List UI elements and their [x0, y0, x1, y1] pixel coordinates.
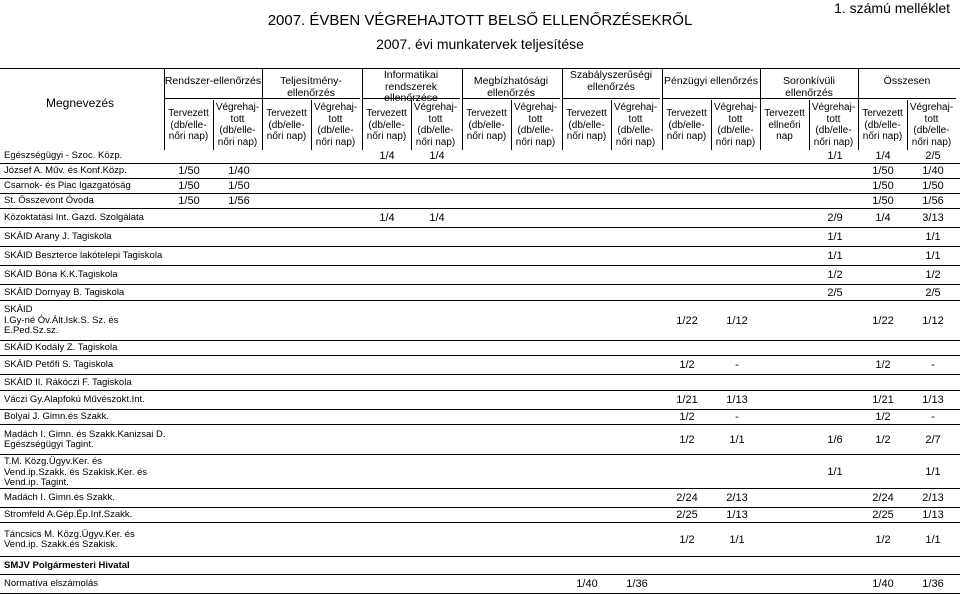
- row-label: SKÁID Arany J. Tagiskola: [4, 231, 112, 243]
- row-cell: 1/4: [379, 212, 395, 224]
- header-group-label: Soronkívüli ellenőrzés: [783, 75, 835, 99]
- header-sub-label: Tervezett (db/elle-nőri nap): [666, 108, 707, 142]
- row-cell: -: [735, 411, 739, 423]
- table-row: [0, 210, 960, 228]
- header-sub-label: Tervezett (db/elle-nőri nap): [168, 108, 209, 142]
- table-row: [0, 411, 960, 425]
- row-cell: 2/7: [925, 433, 941, 446]
- row-label: SKÁID Kodály Z. Tagiskola: [4, 342, 118, 354]
- row-cell: -: [931, 359, 935, 371]
- row-cell: 2/13: [922, 492, 944, 504]
- row-cell: 1/22: [676, 314, 698, 327]
- row-cell: 1/12: [726, 314, 748, 327]
- row-cell: 1/4: [429, 150, 445, 162]
- row-cell: 1/6: [827, 433, 843, 446]
- header-group-label: Rendszer-ellenőrzés: [164, 75, 262, 87]
- header-sub-label: Végrehaj-tott (db/elle-nőri nap): [413, 102, 458, 148]
- row-cell: 1/13: [726, 509, 748, 521]
- row-cell: 1/2: [925, 269, 941, 281]
- row-cell: 1/4: [875, 212, 891, 224]
- header-sub-label: Végrehaj-tott (db/elle-nőri nap): [513, 102, 558, 148]
- table-row: [0, 558, 960, 575]
- row-cell: 1/2: [827, 269, 843, 281]
- table-row: [0, 302, 960, 341]
- document-title: 2007. ÉVBEN VÉGREHAJTOTT BELSŐ ELLENŐRZÉSEKRŐL: [267, 12, 693, 29]
- row-cell: 1/2: [679, 533, 695, 546]
- row-label: Váczi Gy.Alapfokú Művészokt.Int.: [4, 394, 145, 406]
- row-cell: 1/50: [872, 195, 894, 207]
- row-cell: 1/36: [626, 578, 648, 590]
- row-cell: 1/1: [729, 433, 745, 446]
- row-cell: 1/4: [875, 150, 891, 162]
- header-sub-label: Tervezett (db/elle-nőri nap): [266, 108, 307, 142]
- row-cell: 1/50: [178, 180, 200, 192]
- row-cell: 2/24: [872, 492, 894, 504]
- row-label: Madách I. Gimn.és Szakk.: [4, 492, 115, 504]
- table-row: [0, 150, 960, 164]
- row-label: Közoktatási Int. Gazd. Szolgálata: [4, 212, 144, 224]
- row-cell: 1/1: [827, 231, 843, 243]
- row-cell: 1/13: [922, 509, 944, 521]
- row-cell: 1/1: [925, 465, 941, 478]
- row-cell: 1/50: [178, 165, 200, 177]
- row-cell: 1/12: [922, 314, 944, 327]
- row-cell: 1/1: [925, 231, 941, 243]
- row-cell: 2/5: [925, 150, 941, 162]
- row-cell: 1/1: [827, 465, 843, 478]
- table-row: [0, 286, 960, 301]
- table-row: [0, 357, 960, 375]
- row-cell: 1/4: [379, 150, 395, 162]
- row-cell: 1/40: [228, 165, 250, 177]
- row-cell: 1/40: [872, 578, 894, 590]
- row-label: SKÁID Dornyay B. Tagiskola: [4, 286, 125, 298]
- header-sub-label: Végrehaj-tott (db/elle-nőri nap): [613, 102, 658, 148]
- annex-label: 1. számú melléklet: [834, 0, 950, 16]
- table-row: [0, 456, 960, 489]
- row-label: József A. Műv. és Konf.Közp.: [4, 165, 127, 177]
- table-row: [0, 342, 960, 356]
- row-cell: 1/56: [228, 195, 250, 207]
- row-cell: 1/40: [576, 578, 598, 590]
- row-cell: 1/13: [922, 394, 944, 406]
- header-group-label: Összesen: [883, 75, 931, 87]
- table-row: [0, 195, 960, 209]
- header-sub-label: Végrehaj-tott (db/elle-nőri nap): [909, 102, 954, 148]
- table-row: [0, 524, 960, 557]
- row-cell: 2/9: [827, 212, 843, 224]
- table-row: [0, 426, 960, 455]
- table-row: [0, 376, 960, 391]
- table-row: [0, 229, 960, 247]
- row-cell: 2/13: [726, 492, 748, 504]
- row-cell: 1/2: [679, 433, 695, 446]
- row-label: SKÁID I.Gy-né Óv.Ált.Isk.S. Sz. és E.Ped.Sz.sz.: [4, 304, 119, 337]
- row-label: Táncsics M. Közg.Ügyv.Ker. és Vend.ip. Szakk.és Szakisk.: [4, 528, 135, 550]
- row-cell: 1/2: [875, 359, 891, 371]
- row-cell: 1/2: [875, 533, 891, 546]
- row-label: Egészségügyi - Szoc. Közp.: [4, 150, 123, 162]
- row-cell: 2/25: [676, 509, 698, 521]
- row-cell: 1/1: [925, 250, 941, 262]
- row-label: Madách I. Gimn. és Szakk.Kanizsai D. Egészségügyi Tagint.: [4, 428, 166, 450]
- header-group-label: Szabályszerűségi ellenőrzés: [569, 69, 653, 93]
- row-cell: 1/2: [679, 359, 695, 371]
- row-label: SMJV Polgármesteri Hivatal: [4, 559, 130, 571]
- row-cell: 1/50: [872, 165, 894, 177]
- table-row: [0, 165, 960, 179]
- row-cell: 1/4: [429, 212, 445, 224]
- row-label: SKÁID II. Rákóczi F. Tagiskola: [4, 376, 132, 388]
- row-cell: 1/50: [922, 180, 944, 192]
- row-cell: 1/13: [726, 394, 748, 406]
- row-cell: 2/25: [872, 509, 894, 521]
- row-label: Normatíva elszámolás: [4, 578, 98, 590]
- header-group-label: Teljesítmény-ellenőrzés: [280, 75, 342, 99]
- table-row: [0, 267, 960, 285]
- row-label: Csarnok- és Piac Igazgatóság: [4, 180, 131, 192]
- header-sub-label: Végrehaj-tott (db/elle-nőri nap): [313, 102, 358, 148]
- row-cell: 2/5: [925, 286, 941, 299]
- row-label: SKÁID Bóna K.K.Tagiskola: [4, 269, 118, 281]
- header-sub-label: Tervezett (db/elle-nőri nap): [366, 108, 407, 142]
- row-label: Stromfeld A.Gép.Ép.Inf.Szakk.: [4, 509, 133, 521]
- row-cell: 2/24: [676, 492, 698, 504]
- row-cell: 1/2: [875, 411, 891, 423]
- header-sub-label: Végrehaj-tott (db/elle-nőri nap): [713, 102, 758, 148]
- row-cell: 1/50: [178, 195, 200, 207]
- header-sub-label: Tervezett (db/elle-nőri nap): [862, 108, 903, 142]
- row-cell: 1/21: [872, 394, 894, 406]
- table-row: [0, 180, 960, 194]
- row-cell: 3/13: [922, 212, 944, 224]
- row-cell: 1/1: [925, 533, 941, 546]
- row-label: SKÁID Petőfi S. Tagiskola: [4, 359, 114, 371]
- row-cell: 1/2: [875, 433, 891, 446]
- row-cell: -: [931, 411, 935, 423]
- header-group-label: Megbízhatósági ellenőrzés: [473, 75, 549, 99]
- row-label: St. Összevont Óvoda: [4, 195, 94, 207]
- table-row: [0, 576, 960, 594]
- header-sub-label: Végrehaj-tott (db/elle-nőri nap): [215, 102, 260, 148]
- row-cell: 1/1: [827, 150, 843, 162]
- row-cell: 1/36: [922, 578, 944, 590]
- header-megnevezes: Megnevezés: [45, 96, 115, 110]
- row-cell: 1/56: [922, 195, 944, 207]
- header-sub-label: Végrehaj-tott (db/elle-nőri nap): [811, 102, 856, 148]
- row-cell: 1/50: [872, 180, 894, 192]
- header-sub-label: Tervezett (db/elle-nőri nap): [566, 108, 607, 142]
- row-cell: 1/1: [827, 250, 843, 262]
- row-cell: 1/21: [676, 394, 698, 406]
- header-sub-label: Tervezett ellneőri nap: [764, 108, 805, 142]
- table-row: [0, 248, 960, 266]
- table-row: [0, 509, 960, 523]
- header-group-label: Pénzügyi ellenőrzés: [664, 75, 758, 87]
- row-cell: 1/2: [679, 411, 695, 423]
- row-cell: -: [735, 359, 739, 371]
- header-group-label: Informatikai rendszerek ellenőrzése: [383, 69, 439, 104]
- row-cell: 2/5: [827, 286, 843, 299]
- row-cell: 1/40: [922, 165, 944, 177]
- row-label: Bolyai J. Gimn.és Szakk.: [4, 411, 110, 423]
- row-label: SKÁID Beszterce lakótelepi Tagiskola: [4, 250, 163, 262]
- row-cell: 1/50: [228, 180, 250, 192]
- header-sub-label: Tervezett (db/elle-nőri nap): [466, 108, 507, 142]
- document-subtitle: 2007. évi munkatervek teljesítése: [376, 36, 584, 52]
- row-label: T.M. Közg.Ügyv.Ker. és Vend.ip.Szakk. és Szakisk.Ker. és Vend.ip. Tagint.: [4, 456, 148, 488]
- table-row: [0, 392, 960, 410]
- row-cell: 1/1: [729, 533, 745, 546]
- table-row: [0, 490, 960, 508]
- row-cell: 1/22: [872, 314, 894, 327]
